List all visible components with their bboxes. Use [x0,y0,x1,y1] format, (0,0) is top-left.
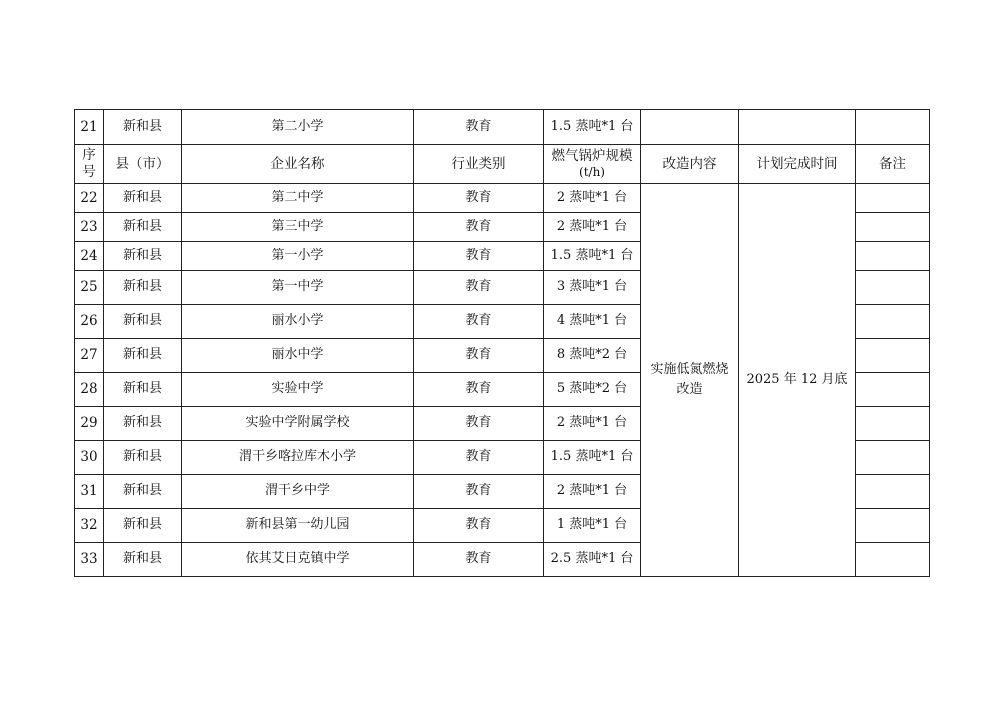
row-no: 21 [75,110,104,145]
row-county: 新和县 [104,110,182,145]
header-content: 改造内容 [641,145,739,184]
row-industry: 教育 [414,509,544,543]
header-enterprise-name: 企业名称 [182,145,414,184]
row-no: 31 [75,475,104,509]
row-boiler-size: 1.5 蒸吨*1 台 [544,441,641,475]
header-no [75,145,104,184]
row-boiler-size: 2 蒸吨*1 台 [544,184,641,213]
row-enterprise-name: 依其艾日克镇中学 [182,543,414,577]
row-enterprise-name: 丽水中学 [182,339,414,373]
row-remark-empty [856,242,930,271]
header-remark: 备注 [856,145,930,184]
row-remark-empty [856,475,930,509]
row-enterprise-name: 第一中学 [182,271,414,305]
row-county: 新和县 [104,305,182,339]
table-row [75,184,930,213]
row-boiler-size: 1.5 蒸吨*1 台 [544,242,641,271]
row-enterprise-name: 实验中学 [182,373,414,407]
row-industry: 教育 [414,110,544,145]
row-remark-empty [856,110,930,145]
row-no: 27 [75,339,104,373]
row-industry: 教育 [414,242,544,271]
row-county: 新和县 [104,242,182,271]
row-boiler-size: 3 蒸吨*1 台 [544,271,641,305]
row-no: 23 [75,213,104,242]
content-line1: 实施低氮燃烧 [650,361,729,377]
row-enterprise-name: 丽水小学 [182,305,414,339]
row-enterprise-name: 渭干乡中学 [182,475,414,509]
row-remark-empty [856,441,930,475]
header-no-line1: 序 [82,147,96,164]
row-remark-empty [856,373,930,407]
row-no: 30 [75,441,104,475]
row-county: 新和县 [104,373,182,407]
row-county: 新和县 [104,407,182,441]
header-boiler-unit: (t/h) [579,164,605,179]
row-boiler-size: 2 蒸吨*1 台 [544,475,641,509]
row-industry: 教育 [414,407,544,441]
row-county: 新和县 [104,543,182,577]
row-remark-empty [856,213,930,242]
row-no: 28 [75,373,104,407]
row-industry: 教育 [414,271,544,305]
row-county: 新和县 [104,475,182,509]
header-industry: 行业类别 [414,145,544,184]
row-no: 22 [75,184,104,213]
row-no: 29 [75,407,104,441]
header-deadline: 计划完成时间 [739,145,856,184]
header-boiler-size [544,145,641,184]
row-remark-empty [856,184,930,213]
row-enterprise-name: 第三中学 [182,213,414,242]
table-body [75,184,930,577]
row-industry: 教育 [414,475,544,509]
row-county: 新和县 [104,271,182,305]
row-county: 新和县 [104,339,182,373]
row-boiler-size: 2 蒸吨*1 台 [544,407,641,441]
merged-content-cell [641,184,739,577]
boiler-retrofit-table [74,109,930,577]
content-line2: 改造 [676,382,703,397]
row-county: 新和县 [104,441,182,475]
row-boiler-size: 2.5 蒸吨*1 台 [544,543,641,577]
row-enterprise-name: 实验中学附属学校 [182,407,414,441]
table-row-first [75,110,930,145]
row-enterprise-name: 新和县第一幼儿园 [182,509,414,543]
row-no: 26 [75,305,104,339]
row-enterprise-name: 第二中学 [182,184,414,213]
row-no: 25 [75,271,104,305]
row-county: 新和县 [104,213,182,242]
row-remark-empty [856,271,930,305]
row-enterprise-name: 第二小学 [182,110,414,145]
row-remark-empty [856,407,930,441]
row-remark-empty [856,509,930,543]
row-boiler-size: 8 蒸吨*2 台 [544,339,641,373]
table-header-row [75,145,930,184]
row-industry: 教育 [414,339,544,373]
row-enterprise-name: 第一小学 [182,242,414,271]
row-industry: 教育 [414,373,544,407]
header-boiler-line1: 燃气锅炉规模 [551,148,633,165]
row-enterprise-name: 渭干乡喀拉库木小学 [182,441,414,475]
row-industry: 教育 [414,305,544,339]
row-industry: 教育 [414,184,544,213]
merged-deadline-cell: 2025 年 12 月底 [739,184,856,577]
row-no: 32 [75,509,104,543]
row-boiler-size: 1.5 蒸吨*1 台 [544,110,641,145]
row-industry: 教育 [414,213,544,242]
header-no-line2: 号 [82,164,96,180]
row-county: 新和县 [104,184,182,213]
row-county: 新和县 [104,509,182,543]
header-county: 县（市） [104,145,182,184]
row-boiler-size: 1 蒸吨*1 台 [544,509,641,543]
row-remark-empty [856,543,930,577]
row-industry: 教育 [414,441,544,475]
row-boiler-size: 4 蒸吨*1 台 [544,305,641,339]
row-boiler-size: 2 蒸吨*1 台 [544,213,641,242]
row-no: 24 [75,242,104,271]
row-no: 33 [75,543,104,577]
row-remark-empty [856,339,930,373]
row-industry: 教育 [414,543,544,577]
row-deadline-empty [739,110,856,145]
row-boiler-size: 5 蒸吨*2 台 [544,373,641,407]
row-content-empty [641,110,739,145]
row-remark-empty [856,305,930,339]
